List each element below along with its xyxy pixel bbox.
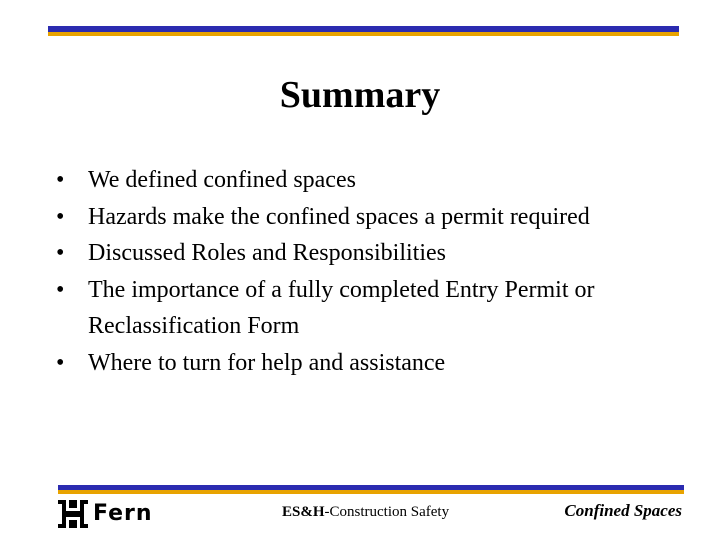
slide-title: Summary: [279, 74, 441, 116]
bullet-text: The importance of a fully completed Entry Permit or Reclassification Form: [88, 276, 595, 339]
bullet-text: Hazards make the confined spaces a permit required: [88, 203, 590, 230]
bullet-text: Where to turn for help and assistance: [88, 349, 446, 376]
bullet-marker: •: [56, 167, 65, 193]
footer-organization: [282, 503, 449, 521]
bullet-marker: •: [56, 203, 65, 230]
footer-rule: [58, 485, 684, 494]
bullet-item: [56, 272, 676, 345]
header-rule: [48, 26, 679, 36]
fermilab-logo-icon: [58, 498, 88, 530]
footer-org-bold: ES&H: [282, 504, 325, 520]
footer-course-title: Confined Spaces: [564, 501, 682, 520]
bullet-item: [56, 235, 676, 272]
bullet-marker: •: [56, 240, 65, 266]
bullet-item: [56, 162, 676, 199]
bullet-marker: •: [56, 349, 65, 376]
bullet-text: Discussed Roles and Responsibilities: [88, 240, 446, 266]
bullet-list: [56, 162, 676, 381]
logo-wordmark: Fern: [93, 501, 153, 526]
bullet-marker: •: [56, 276, 65, 303]
bullet-item: [56, 345, 676, 382]
bullet-text: We defined confined spaces: [88, 167, 356, 193]
footer-rule-gold: [58, 490, 684, 494]
header-rule-gold: [48, 32, 679, 36]
bullet-item: [56, 199, 676, 236]
fermilab-logo: [58, 497, 168, 531]
footer-org-rest: -Construction Safety: [324, 504, 450, 520]
